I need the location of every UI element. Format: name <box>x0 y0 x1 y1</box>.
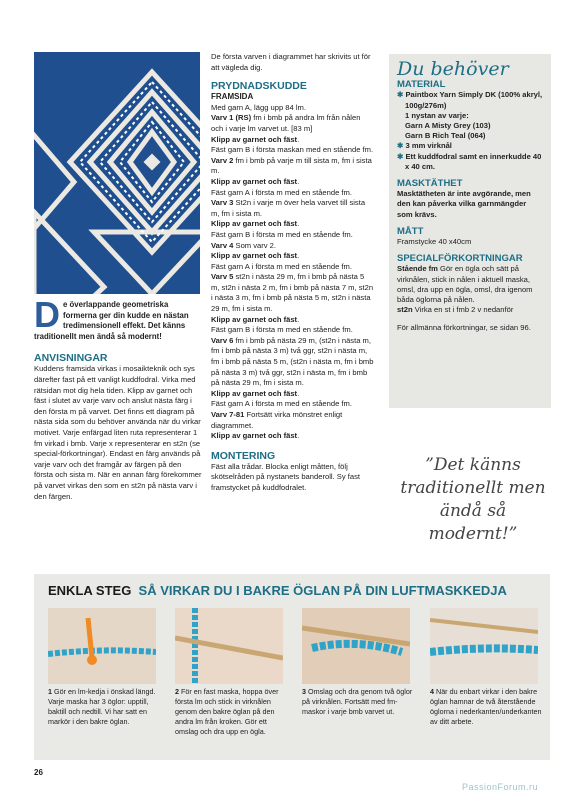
pattern-row-label: Varv 2 <box>211 155 234 165</box>
pattern-row-label: Klipp av garnet och fäst <box>211 431 298 441</box>
pattern-row <box>211 188 374 199</box>
size-heading: MÅTT <box>397 225 424 237</box>
pattern-row-label: Klipp av garnet och fäst <box>211 219 298 229</box>
pattern-row-text: . <box>297 219 300 229</box>
step-3-text <box>302 687 414 717</box>
pattern-row-label: Klipp av garnet och fäst <box>211 314 298 324</box>
lead-text: e överlappande geometriska formerna ger din kudde en nästan tredimensionell effekt. Det känns traditionellt men ändå så modernt! <box>34 300 189 341</box>
assembly-heading: MONTERING <box>211 449 276 462</box>
step-1-text <box>48 687 160 727</box>
page-number: 26 <box>34 768 43 777</box>
pattern-row-label: Varv 7-81 <box>211 410 245 419</box>
step-4-desc: När du enbart virkar i den bakre öglan hamnar de två återstående öglorna i nederkanten/underkanten av ditt arbete. <box>430 687 542 726</box>
pull-quote: ”Det känns traditionellt men ändå så modernt!” <box>400 455 546 544</box>
pattern-row-text: . <box>297 251 300 261</box>
instructions-body: Kuddens framsida virkas i mosaikteknik och sys därefter fast på ett vanligt kuddfodral. Virka med rätsidan mot dig hela tiden. Klipp av garnet och fäst i slutet av varje varv och anslut nästa färg i den första m på varvet. Det finns ett diagram på nästa sida som du behöver använda när du virkar motivet. Varje enfärgad liten ruta representerar 1 fm virkad i bmb. Varje x representerar en st2n (se special-förkortningar). Endast en färg används på varje varv och det framgår av färgen på den första och sista m. När en annan färg förekommer på varvet virkas den som en st2n på nästa varv i den färgen. <box>34 364 202 501</box>
pattern-row <box>211 262 374 273</box>
pattern-row-text: fm i bmb på nästa 29 m, (st2n i nästa m, fm i bmb på nästa 3 m) två ggr, st2n i nästa m, fm i bmb på nästa 5 m, (st2n i nästa m, fm i bmb på nästa 3 m) två ggr, st2n i nästa m, fm i bmb på nästa 29 m, fm i sista m. <box>211 335 374 388</box>
gauge-text: Masktätheten är inte avgörande, men den kan påverka vilka garnmängder som krävs. <box>397 189 531 219</box>
pattern-row-text: . <box>297 388 300 398</box>
size-text: Framstycke 40 x40cm <box>397 237 472 247</box>
pattern-row <box>211 135 374 146</box>
special-def-2: Virka en st i fmb 2 v nedanför <box>412 305 514 315</box>
pattern-row <box>211 241 374 252</box>
material-text: Garn B Rich Teal (064) <box>405 131 486 141</box>
cushion-photo <box>34 52 200 294</box>
pattern-rows <box>211 113 374 441</box>
step-photo-3 <box>302 608 410 684</box>
pattern-intro: De första varven i diagrammet har skrivits ut för att vägleda dig. <box>211 52 371 72</box>
special-def-1: Gör en ögla och sätt på virknålen, stick in nålen i aktuell maska, omsl, dra upp en ögla, omsl, dra igenom båda öglorna på nålen. <box>397 264 533 305</box>
material-heading: MATERIAL <box>397 79 446 91</box>
pattern-row-label: Klipp av garnet och fäst <box>211 251 298 261</box>
pattern-row-label: Varv 3 <box>211 198 234 208</box>
pattern-column <box>211 52 374 494</box>
pattern-row-text: Fäst garn B i första m med en stående fm. <box>211 229 353 239</box>
material-item <box>397 90 543 110</box>
pattern-row-label: Varv 4 <box>211 240 234 250</box>
pattern-row-text: St2n i varje m över hela varvet till sista m, fm i sista m. <box>211 198 366 218</box>
material-text: 1 nystan av varje: <box>405 110 469 120</box>
special-abbrev-2 <box>397 305 543 315</box>
material-item <box>397 121 543 131</box>
pattern-row-text: . <box>297 431 300 441</box>
material-text: Paintbox Yarn Simply DK (100% akryl, 100g/276m) <box>405 90 543 110</box>
step-3-number: 3 <box>302 687 306 696</box>
step-4-text <box>430 687 542 727</box>
pattern-row-label: Klipp av garnet och fäst <box>211 134 298 144</box>
material-item <box>397 141 543 151</box>
step-photo-4 <box>430 608 538 684</box>
pattern-row-text: Fortsätt virka mönstret enligt diagrammet. <box>211 410 343 430</box>
step-2-desc: För en fast maska, hoppa över första lm och stick in virknålen genom den bakre öglan på den andra lm från kroken. Gör ett omslag och dra upp en ögla. <box>175 687 279 736</box>
pattern-row-label: Varv 1 (RS) <box>211 113 252 123</box>
pattern-subheading: FRAMSIDA <box>211 92 254 102</box>
step-photo-2 <box>175 608 283 684</box>
pattern-row <box>211 177 374 188</box>
pattern-row-text: . <box>297 134 300 144</box>
abbrev-note: För allmänna förkortningar, se sidan 96. <box>397 323 531 333</box>
step-4-number: 4 <box>430 687 434 696</box>
material-text: Ett kuddfodral samt en innerkudde 40 x 40 cm. <box>405 151 542 171</box>
pattern-row-text: Som varv 2. <box>233 240 277 250</box>
material-item <box>397 131 543 141</box>
pattern-row-label: Klipp av garnet och fäst <box>211 388 298 398</box>
pattern-row <box>211 113 374 134</box>
step-3-desc: Omslag och dra genom två öglor på virknålen. Fortsätt med fm-maskor i varje bmb varvet ut. <box>302 687 413 716</box>
pattern-row-text: Fäst garn B i första maskan med en stående fm. <box>211 145 374 155</box>
special-term-1: Stående fm <box>397 264 438 274</box>
star-icon: ✱ <box>397 151 406 161</box>
step-2-number: 2 <box>175 687 179 696</box>
pattern-row <box>211 198 374 219</box>
pattern-row <box>211 389 374 400</box>
watermark: PassionForum.ru <box>462 782 539 792</box>
material-text: Garn A Misty Grey (103) <box>405 121 491 131</box>
pattern-row <box>211 431 374 442</box>
dropcap: D <box>34 294 60 335</box>
pattern-row <box>211 145 374 156</box>
pattern-row-label: Varv 6 <box>211 335 234 345</box>
steps-panel <box>34 574 550 760</box>
steps-title-b: SÅ VIRKAR DU I BAKRE ÖGLAN PÅ DIN LUFTMASKKEDJA <box>138 583 507 598</box>
pattern-row <box>211 230 374 241</box>
pattern-row-text: Fäst garn A i första m med en stående fm. <box>211 399 352 409</box>
star-icon: ✱ <box>397 90 406 100</box>
steps-title-a: ENKLA STEG <box>48 583 132 598</box>
pattern-row <box>211 410 374 431</box>
materials-box <box>389 54 551 408</box>
star-icon: ✱ <box>397 141 406 151</box>
pattern-row <box>211 325 374 336</box>
material-list <box>397 90 543 172</box>
steps-title <box>48 583 507 598</box>
pattern-row-text: Fäst garn B i första m med en stående fm. <box>211 325 353 335</box>
pattern-row-text: . <box>297 176 300 186</box>
pattern-row <box>211 251 374 262</box>
gauge-heading: MASKTÄTHET <box>397 178 463 190</box>
pattern-row <box>211 219 374 230</box>
pattern-heading: PRYDNADSKUDDE <box>211 80 307 93</box>
pattern-row-text: . <box>297 314 300 324</box>
pattern-row-text: fm i bmb på varje m till sista m, fm i sista m. <box>211 155 372 176</box>
pattern-row <box>211 156 374 177</box>
pattern-row-text: st2n i nästa 29 m, fm i bmb på nästa 5 m, st2n i nästa 2 m, fm i bmb på nästa 7 m, st2n i nästa 3 m, fm i bmb på nästa 5 m, st2n i nästa 29 m, fm i sista m. <box>211 272 374 314</box>
material-text: 3 mm virknål <box>405 141 452 151</box>
pattern-row <box>211 272 374 314</box>
pattern-row-label: Klipp av garnet och fäst <box>211 176 298 186</box>
pattern-row <box>211 315 374 326</box>
step-2-text <box>175 687 287 737</box>
special-heading: SPECIALFÖRKORTNINGAR <box>397 253 523 265</box>
special-abbrev-1 <box>397 264 543 305</box>
pattern-row <box>211 336 374 389</box>
intro-column <box>34 294 202 502</box>
step-photo-1 <box>48 608 156 684</box>
step-1-number: 1 <box>48 687 52 696</box>
materials-title: Du behöver <box>397 58 509 80</box>
pattern-row-text: fm i bmb på andra lm från nålen och i varje lm varvet ut. [83 m] <box>211 113 361 133</box>
assembly-body: Fäst alla trådar. Blocka enligt måtten, följ skötselråden på nystanets banderoll. Sy fast framstycket på kuddfodralet. <box>211 461 361 492</box>
instructions-heading: ANVISNINGAR <box>34 352 108 365</box>
pattern-row-text: Fäst garn A i första m med en stående fm. <box>211 187 352 197</box>
pattern-row <box>211 399 374 410</box>
pattern-row-label: Varv 5 <box>211 272 234 282</box>
pattern-row-text: Fäst garn A i första m med en stående fm. <box>211 261 352 271</box>
intro-lead <box>34 294 202 342</box>
pattern-start: Med garn A, lägg upp 84 lm. <box>211 102 306 112</box>
material-item <box>397 152 543 172</box>
material-item <box>397 111 543 121</box>
special-term-2: st2n <box>397 305 413 315</box>
step-1-desc: Gör en lm-kedja i önskad längd. Varje maska har 3 öglor: upptill, baktill och nedtill. Vi har satt en markör i den bakre öglan. <box>48 687 156 726</box>
